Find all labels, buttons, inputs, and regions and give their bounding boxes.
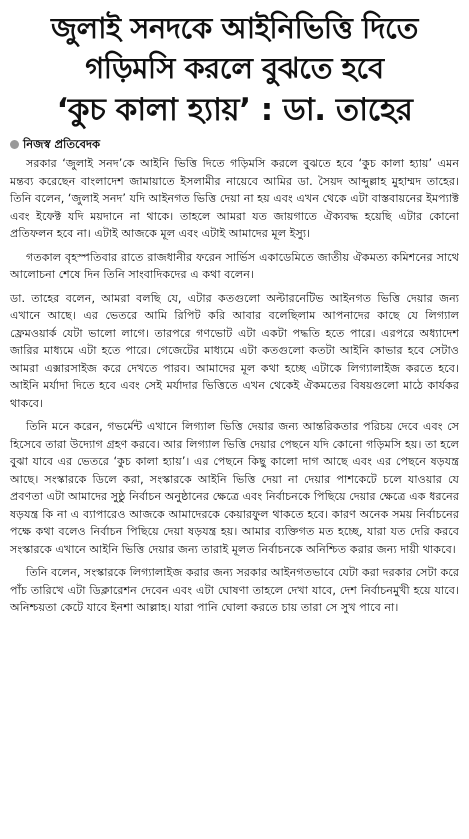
byline [10,136,459,152]
bullet-icon [10,140,19,149]
article-body [10,155,459,617]
byline-text: নিজস্ব প্রতিবেদক [23,137,101,151]
headline-line-1: জুলাই সনদকে আইনিভিত্তি দিতে [51,11,418,45]
headline-line-2: গড়িমসি করলে বুঝতে হবে [85,51,384,85]
paragraph: তিনি মনে করেন, গভর্মেন্ট এখানে লিগ্যাল ভিত্তি দেয়ার জন্য আন্তরিকতার পরিচয় দেবে এবং সে হিসেবে তারা উদ্যোগ গ্রহণ করবে। আর লিগ্যাল ভিত্তি দেয়ার পেছনে যদি কোনো গড়িমসি হয়। তা হলে বুঝা যাবে এর ভেতরে ‘কুচ কালা হ্যায়’। এর পেছনে কিছু কালো দাগ আছে এবং এর পেছনে ষড়যন্ত্র আছে। সংস্কারকে ডিলে করা, সংস্কারকে আইনি ভিত্তি দেয়া না দেয়ার পাশকেটে চলে যাওয়ার যে প্রবণতা এটা আমাদের সুষ্ঠু নির্বাচন অনুষ্ঠানের ক্ষেত্রে এবং নির্বাচনকে পিছিয়ে দেয়ার ক্ষেত্রে এক ধরনের ষড়যন্ত্র কি না এ ব্যাপারেও আজকে আমাদেরকে কেয়ারফুল থাকতে হবে। কারণ অনেক সময় নির্বাচনের পক্ষে কথা বলেও নির্বাচন পিছিয়ে দেয়া ষড়যন্ত্র হয়। আমার ব্যক্তিগত মত হচ্ছে, যারা যত দেরি করবে সংস্কারকে এখানে আইনি ভিত্তি দেয়ার জন্য তারাই মূলত নির্বাচনকে অনিশ্চিত করার জন্য দায়ী থাকবে। [10,420,459,556]
headline-line-3: ‘কুচ কালা হ্যায়’ : ডা. তাহের [56,92,413,128]
paragraph: সরকার ‘জুলাই সনদ’কে আইনি ভিত্তি দিতে গড়িমসি করলে বুঝতে হবে ‘কুচ কালা হ্যায়’ এমন মন্তব্য করেছেন বাংলাদেশ জামায়াতে ইসলামীর নায়েবে আমির ডা. সৈয়দ আব্দুল্লাহ মুহাম্মদ তাহের। তিনি বলেন, ‘জুলাই সনদ’ যদি আইনগত ভিত্তি দেয়া না হয় এবং এখন থেকে এটা বাস্তবায়নের ইমপ্যাক্ট এবং ইফেক্ট যদি ময়দানে না থাকে। তাহলে আমরা যত জায়গাতে ঐক্যবদ্ধ হয়েছি এটার কোনো প্রতিফলন হবে না। এটাই আজকে মূল এবং এটাই আমাদের মূল ইস্যু। [10,157,459,240]
paragraph: গতকাল বৃহস্পতিবার রাতে রাজধানীর ফরেন সার্ভিস একাডেমিতে জাতীয় ঐকমত্য কমিশনের সাথে আলোচনা শেষে দিন তিনি সাংবাদিকদের এ কথা বলেন। [10,250,459,281]
paragraph: তিনি বলেন, সংস্কারকে লিগ্যালাইজ করার জন্য সরকার আইনগতভাবে যেটা করা দরকার সেটা করে পাঁচ তারিখে এটা ডিক্লারেশন দেবেন এবং এটা ঘোষণা তাহলে দেখা যাবে, দেশ নির্বাচনমুখী হয়ে যাবে। অনিশ্চয়তা কেটে যাবে ইনশা আল্লাহ। যারা পানি ঘোলা করতে চায় তারা সে সুখ পাবে না। [10,566,459,614]
paragraph: ডা. তাহের বলেন, আমরা বলছি যে, এটার কতগুলো অল্টারনেটিভ আইনগত ভিত্তি দেয়ার জন্য এখানে আছে। এর ভেতরে আমি রিপিট করি আবার বলেছিলাম আপনাদের কাছে যে লিগ্যাল ফ্রেমওয়ার্ক যেটা ভালো লাগে। তারপরে গণভোট এটা একটা পদ্ধতি হতে পারে। এরপরে অধ্যাদেশ জারির মাধ্যমে এটা হতে পারে। গেজেটের মাধ্যমে এটা কতগুলো কতটা আইনি কাভার হবে সেটাও আমরা এক্সারসাইজ করে দেখতে পারব। আমাদের মূল কথা হচ্ছে এটাকে লিগ্যালাইজ করতে হবে। আইনি মর্যাদা দিতে হবে এবং সেই মর্যাদার ভিত্তিতে এখন থেকেই ঐকমতের বিষয়গুলো মাঠে কার্যকর থাকবে। [10,291,459,410]
